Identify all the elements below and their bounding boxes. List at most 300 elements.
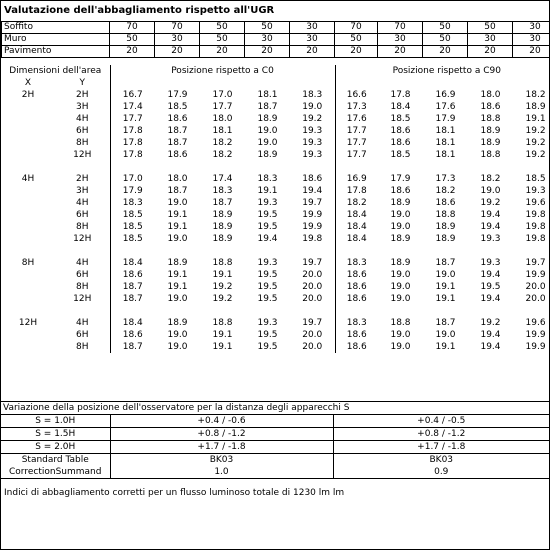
ugr-value-c0: 18.5 (167, 102, 188, 112)
reflectance-value: 50 (200, 34, 245, 46)
ugr-value-c0: 18.9 (257, 150, 278, 160)
ugr-value-c90: 19.4 (480, 270, 501, 280)
ugr-value-c0: 19.1 (167, 222, 188, 232)
ugr-value-c90: 19.2 (480, 198, 501, 208)
ugr-value-c0: 19.3 (257, 258, 278, 268)
ugr-value-c90: 19.2 (480, 318, 501, 328)
spacer (55, 305, 110, 317)
ugr-value-c90: 19.2 (525, 138, 546, 148)
ugr-value-c90: 19.0 (390, 210, 411, 220)
reflectance-value: 20 (468, 46, 513, 58)
reflectance-value: 50 (335, 34, 378, 46)
ugr-value-c0: 19.5 (257, 270, 278, 280)
ugr-value-c90: 18.8 (480, 114, 501, 124)
ugr-value-c0: 19.5 (257, 294, 278, 304)
reflectance-row (2, 46, 550, 58)
ugr-value-c90: 19.1 (435, 342, 456, 352)
ugr-value-c90: 18.9 (525, 102, 546, 112)
ugr-value-c90: 18.4 (346, 222, 367, 232)
y-dimension: 6H (55, 269, 110, 281)
ugr-value-c0: 19.3 (290, 125, 335, 137)
spacer (110, 161, 335, 173)
ugr-value-c90: 20.0 (525, 282, 546, 292)
ugr-value-c0: 19.7 (290, 197, 335, 209)
ugr-value-c0: 18.3 (290, 89, 335, 101)
ugr-value-c90: 19.0 (390, 270, 411, 280)
variation-c0: +1.7 / -1.8 (110, 441, 333, 454)
variation-label: Variazione della posizione dell'osservatore per la distanza degli apparecchi S (1, 402, 549, 415)
ugr-value-c0: 17.7 (122, 114, 143, 124)
spacer (1, 281, 55, 293)
ugr-value-c90: 18.6 (346, 270, 367, 280)
ugr-value-c90: 18.8 (480, 150, 501, 160)
variation-row (1, 428, 549, 441)
ugr-value-c90: 19.9 (525, 342, 546, 352)
ugr-value-c90: 16.9 (346, 174, 367, 184)
spacer (1, 101, 55, 113)
ugr-value-c0: 18.3 (122, 198, 143, 208)
ugr-value-c90: 19.3 (480, 234, 501, 244)
ugr-value-c90: 19.3 (525, 186, 546, 196)
ugr-value-c90: 18.6 (390, 186, 411, 196)
ugr-value-c90: 19.8 (525, 210, 546, 220)
reflectance-value: 70 (378, 22, 423, 34)
ugr-value-c0: 18.6 (122, 270, 143, 280)
footnote: Indici di abbagliamento corretti per un flusso luminoso totale di 1230 lm lm (4, 488, 345, 498)
reflectance-value: 20 (155, 46, 200, 58)
ugr-value-c90: 19.0 (390, 294, 411, 304)
table-row (1, 137, 550, 149)
reflectance-value: 50 (423, 22, 468, 34)
ugr-value-c90: 19.0 (480, 186, 501, 196)
variation-spacing: S = 2.0H (1, 441, 110, 454)
ugr-value-c0: 18.1 (257, 90, 278, 100)
ugr-value-c90: 19.2 (525, 150, 546, 160)
ugr-value-c90: 19.0 (435, 270, 456, 280)
ugr-value-c90: 18.2 (525, 90, 546, 100)
reflectance-value: 20 (423, 46, 468, 58)
ugr-value-c0: 18.5 (122, 234, 143, 244)
ugr-value-c0: 20.0 (290, 269, 335, 281)
ugr-value-c0: 19.4 (257, 234, 278, 244)
ugr-value-c0: 19.0 (167, 342, 188, 352)
y-dimension: 2H (55, 89, 110, 101)
ugr-value-c90: 19.6 (525, 318, 546, 328)
reflectance-value: 30 (155, 34, 200, 46)
ugr-value-c90: 18.2 (435, 186, 456, 196)
ugr-value-c0: 18.0 (212, 114, 233, 124)
ugr-value-c0: 18.1 (212, 126, 233, 136)
spacer (1, 209, 55, 221)
ugr-value-c90: 19.0 (390, 330, 411, 340)
y-dimension: 4H (55, 317, 110, 329)
ugr-value-c0: 18.5 (122, 222, 143, 232)
y-dimension: 8H (55, 341, 110, 353)
y-label: Y (55, 77, 110, 89)
ugr-value-c0: 18.6 (122, 330, 143, 340)
ugr-value-c0: 19.0 (167, 294, 188, 304)
reflectance-value: 70 (110, 22, 155, 34)
spacer (335, 245, 550, 257)
variation-c90: +0.4 / -0.5 (333, 415, 549, 428)
dims-label: Dimensioni dell'area (1, 65, 110, 77)
ugr-value-c90: 18.2 (346, 198, 367, 208)
table-row (1, 173, 550, 185)
ugr-value-c90: 17.3 (346, 102, 367, 112)
y-dimension: 4H (55, 257, 110, 269)
ugr-value-c0: 19.3 (257, 198, 278, 208)
ugr-value-c0: 19.0 (167, 234, 188, 244)
ugr-value-c90: 18.9 (435, 222, 456, 232)
variation-c0: +0.8 / -1.2 (110, 428, 333, 441)
ugr-value-c90: 19.0 (390, 342, 411, 352)
ugr-value-c0: 20.0 (290, 281, 335, 293)
ugr-value-c90: 19.4 (480, 222, 501, 232)
ugr-value-c0: 16.7 (122, 90, 143, 100)
table-row (1, 233, 550, 245)
ugr-value-c90: 18.6 (346, 282, 367, 292)
ugr-value-c0: 18.6 (290, 173, 335, 185)
ugr-value-c0: 19.8 (290, 233, 335, 245)
ugr-value-c90: 19.5 (480, 282, 501, 292)
y-dimension: 8H (55, 137, 110, 149)
spacer (1, 305, 55, 317)
x-dimension: 4H (21, 174, 35, 184)
ugr-value-c0: 19.5 (257, 330, 278, 340)
ugr-value-c0: 19.1 (212, 330, 233, 340)
pos-c90-label: Posizione rispetto a C90 (392, 66, 501, 76)
ugr-value-c90: 18.6 (390, 138, 411, 148)
ugr-value-c0: 18.9 (212, 234, 233, 244)
reflectance-value: 30 (290, 34, 335, 46)
variation-c90: +0.8 / -1.2 (333, 428, 549, 441)
ugr-value-c0: 18.7 (257, 102, 278, 112)
ugr-value-c90: 19.4 (480, 342, 501, 352)
table-row (1, 149, 550, 161)
ugr-value-c0: 18.5 (122, 210, 143, 220)
ugr-value-c0: 19.1 (167, 282, 188, 292)
reflectance-value: 50 (200, 22, 245, 34)
ugr-value-c0: 19.0 (167, 330, 188, 340)
ugr-value-c90: 19.2 (525, 126, 546, 136)
table-row (1, 113, 550, 125)
ugr-value-c0: 19.7 (290, 317, 335, 329)
variation-row (1, 441, 549, 454)
ugr-value-c0: 17.0 (212, 90, 233, 100)
ugr-value-c90: 18.1 (435, 150, 456, 160)
ugr-value-c90: 19.8 (525, 222, 546, 232)
ugr-value-c90: 19.6 (525, 198, 546, 208)
ugr-value-c0: 18.9 (167, 318, 188, 328)
ugr-value-c90: 18.6 (346, 330, 367, 340)
ugr-value-c0: 18.7 (122, 342, 143, 352)
table-row (1, 89, 550, 101)
page-title: Valutazione dell'abbagliamento rispetto all'UGR (4, 5, 275, 16)
standard-table-c0: BK03 (110, 454, 333, 467)
spacer (335, 305, 550, 317)
ugr-value-c90: 18.0 (480, 90, 501, 100)
reflectance-label: Muro (2, 34, 110, 46)
ugr-value-c90: 18.4 (346, 234, 367, 244)
reflectance-value: 30 (513, 22, 550, 34)
ugr-value-c90: 19.7 (525, 258, 546, 268)
reflectance-value: 20 (513, 46, 550, 58)
spacer (1, 197, 55, 209)
spacer (335, 77, 550, 89)
reflectance-value: 50 (423, 34, 468, 46)
variation-row (1, 415, 549, 428)
reflectance-value: 20 (200, 46, 245, 58)
ugr-value-c90: 18.5 (390, 114, 411, 124)
ugr-value-c0: 17.8 (122, 126, 143, 136)
ugr-value-c0: 18.9 (167, 258, 188, 268)
table-row (1, 101, 550, 113)
correction-c90: 0.9 (333, 466, 549, 479)
ugr-value-c0: 19.0 (257, 126, 278, 136)
ugr-value-c0: 18.4 (122, 258, 143, 268)
y-dimension: 3H (55, 185, 110, 197)
ugr-value-c0: 17.4 (122, 102, 143, 112)
table-row (1, 209, 550, 221)
reflectance-value: 30 (378, 34, 423, 46)
ugr-value-c90: 19.4 (480, 330, 501, 340)
ugr-value-c90: 19.1 (435, 282, 456, 292)
ugr-value-c90: 17.7 (346, 126, 367, 136)
ugr-value-c0: 18.7 (167, 138, 188, 148)
pos-c0-label: Posizione rispetto a C0 (110, 65, 335, 77)
x-dimension: 8H (21, 258, 35, 268)
y-dimension: 3H (55, 101, 110, 113)
spacer (1, 341, 55, 353)
reflectance-value: 30 (513, 34, 550, 46)
spacer (1, 137, 55, 149)
ugr-value-c90: 19.1 (525, 114, 546, 124)
spacer (1, 233, 55, 245)
reflectance-value: 50 (245, 22, 290, 34)
ugr-value-c0: 17.0 (122, 174, 143, 184)
y-dimension: 4H (55, 113, 110, 125)
ugr-value-c90: 18.9 (390, 234, 411, 244)
ugr-value-c90: 19.4 (480, 294, 501, 304)
spacer (335, 161, 550, 173)
table-row (1, 281, 550, 293)
standard-table-c90: BK03 (429, 455, 454, 465)
ugr-value-c90: 19.3 (480, 258, 501, 268)
ugr-value-c90: 17.7 (346, 150, 367, 160)
reflectance-table (1, 21, 550, 58)
ugr-value-c0: 17.9 (122, 186, 143, 196)
ugr-value-c0: 20.0 (290, 329, 335, 341)
ugr-value-c90: 19.0 (390, 282, 411, 292)
reflectance-label: Soffito (2, 22, 110, 34)
ugr-value-c0: 18.3 (257, 174, 278, 184)
table-row (1, 341, 550, 353)
ugr-value-c0: 17.4 (212, 174, 233, 184)
ugr-value-c90: 19.9 (525, 330, 546, 340)
variation-table (1, 401, 549, 479)
ugr-value-c0: 19.9 (290, 221, 335, 233)
ugr-value-c0: 19.1 (257, 186, 278, 196)
ugr-value-c90: 18.6 (390, 126, 411, 136)
ugr-value-c0: 17.9 (167, 90, 188, 100)
ugr-value-c0: 17.8 (122, 138, 143, 148)
x-dimension: 12H (18, 318, 38, 328)
reflectance-value: 70 (335, 22, 378, 34)
ugr-value-c0: 19.9 (290, 209, 335, 221)
ugr-value-c0: 18.7 (122, 282, 143, 292)
y-dimension: 2H (55, 173, 110, 185)
ugr-value-c0: 17.7 (212, 102, 233, 112)
ugr-value-c0: 19.1 (212, 342, 233, 352)
reflectance-value: 30 (468, 34, 513, 46)
ugr-value-c0: 18.7 (212, 198, 233, 208)
variation-spacing: S = 1.5H (1, 428, 110, 441)
reflectance-value: 50 (468, 22, 513, 34)
ugr-value-c90: 18.7 (435, 318, 456, 328)
spacer (55, 245, 110, 257)
spacer (1, 269, 55, 281)
spacer (55, 161, 110, 173)
ugr-value-c0: 19.3 (257, 318, 278, 328)
reflectance-value: 50 (110, 34, 155, 46)
ugr-value-c0: 17.8 (122, 150, 143, 160)
spacer (1, 245, 55, 257)
y-dimension: 12H (55, 233, 110, 245)
correction-label: CorrectionSummand (1, 466, 110, 479)
ugr-value-c90: 18.6 (480, 102, 501, 112)
ugr-value-c90: 19.0 (435, 330, 456, 340)
reflectance-value: 20 (378, 46, 423, 58)
correction-c0: 1.0 (110, 466, 333, 479)
y-dimension: 6H (55, 125, 110, 137)
reflectance-row (2, 22, 550, 34)
y-dimension: 4H (55, 197, 110, 209)
ugr-value-c90: 18.1 (435, 126, 456, 136)
ugr-value-c0: 19.3 (290, 149, 335, 161)
ugr-value-c0: 18.8 (212, 258, 233, 268)
y-dimension: 12H (55, 293, 110, 305)
ugr-value-c0: 19.5 (257, 222, 278, 232)
ugr-value-c90: 19.4 (480, 210, 501, 220)
table-row (1, 221, 550, 233)
ugr-value-c0: 18.7 (167, 126, 188, 136)
spacer (1, 221, 55, 233)
spacer (1, 125, 55, 137)
variation-c0: +0.4 / -0.6 (110, 415, 333, 428)
ugr-value-c0: 18.2 (212, 138, 233, 148)
ugr-value-c90: 17.3 (435, 174, 456, 184)
reflectance-value: 20 (110, 46, 155, 58)
spacer (110, 245, 335, 257)
ugr-value-c90: 18.3 (346, 318, 367, 328)
ugr-value-c90: 18.2 (480, 174, 501, 184)
ugr-value-c0: 19.2 (290, 113, 335, 125)
table-row (1, 257, 550, 269)
ugr-value-c0: 18.9 (212, 210, 233, 220)
ugr-value-c90: 17.7 (346, 138, 367, 148)
ugr-value-c90: 18.5 (390, 150, 411, 160)
ugr-value-c90: 18.8 (390, 318, 411, 328)
spacer (1, 329, 55, 341)
table-row (1, 197, 550, 209)
ugr-value-c0: 18.3 (212, 186, 233, 196)
spacer (1, 185, 55, 197)
ugr-value-c90: 16.9 (435, 90, 456, 100)
ugr-value-c0: 19.2 (212, 294, 233, 304)
table-row (1, 185, 550, 197)
ugr-value-c90: 18.7 (435, 258, 456, 268)
ugr-value-c90: 18.8 (435, 210, 456, 220)
reflectance-value: 70 (155, 22, 200, 34)
y-dimension: 6H (55, 209, 110, 221)
ugr-value-c90: 18.9 (480, 138, 501, 148)
table-row (1, 125, 550, 137)
spacer (1, 113, 55, 125)
ugr-value-c90: 18.9 (390, 198, 411, 208)
ugr-value-c90: 19.0 (390, 222, 411, 232)
ugr-value-c0: 19.1 (167, 210, 188, 220)
ugr-value-c0: 18.7 (167, 186, 188, 196)
ugr-value-c90: 18.6 (435, 198, 456, 208)
ugr-value-c90: 17.6 (346, 114, 367, 124)
ugr-value-c0: 19.4 (290, 185, 335, 197)
ugr-value-c90: 19.1 (435, 294, 456, 304)
ugr-value-c90: 18.1 (435, 138, 456, 148)
table-row (1, 269, 550, 281)
ugr-value-c90: 17.6 (435, 102, 456, 112)
ugr-table (1, 65, 550, 353)
ugr-value-c90: 18.4 (390, 102, 411, 112)
ugr-value-c0: 18.7 (122, 294, 143, 304)
y-dimension: 6H (55, 329, 110, 341)
ugr-value-c90: 17.9 (390, 174, 411, 184)
spacer (1, 149, 55, 161)
reflectance-value: 30 (245, 34, 290, 46)
ugr-value-c0: 19.2 (212, 282, 233, 292)
ugr-value-c0: 19.7 (290, 257, 335, 269)
ugr-value-c0: 20.0 (290, 341, 335, 353)
ugr-value-c90: 17.8 (346, 186, 367, 196)
spacer (1, 161, 55, 173)
reflectance-value: 20 (245, 46, 290, 58)
ugr-value-c0: 18.6 (167, 150, 188, 160)
ugr-value-c0: 19.0 (167, 198, 188, 208)
ugr-value-c90: 19.8 (525, 234, 546, 244)
ugr-value-c0: 19.3 (290, 137, 335, 149)
ugr-value-c90: 16.6 (346, 90, 367, 100)
y-dimension: 8H (55, 281, 110, 293)
ugr-value-c0: 18.4 (122, 318, 143, 328)
ugr-value-c90: 18.3 (346, 258, 367, 268)
ugr-value-c90: 17.8 (390, 90, 411, 100)
reflectance-value: 20 (335, 46, 378, 58)
y-dimension: 8H (55, 221, 110, 233)
spacer (110, 305, 335, 317)
ugr-value-c0: 18.8 (212, 318, 233, 328)
ugr-value-c90: 18.4 (346, 210, 367, 220)
variation-spacing: S = 1.0H (1, 415, 110, 428)
reflectance-row (2, 34, 550, 46)
ugr-value-c90: 18.9 (435, 234, 456, 244)
y-dimension: 12H (55, 149, 110, 161)
table-row (1, 317, 550, 329)
table-row (1, 293, 550, 305)
ugr-value-c0: 18.2 (212, 150, 233, 160)
ugr-value-c90: 18.6 (346, 342, 367, 352)
ugr-value-c90: 18.9 (390, 258, 411, 268)
ugr-value-c90: 19.9 (525, 270, 546, 280)
x-label: X (24, 78, 32, 88)
